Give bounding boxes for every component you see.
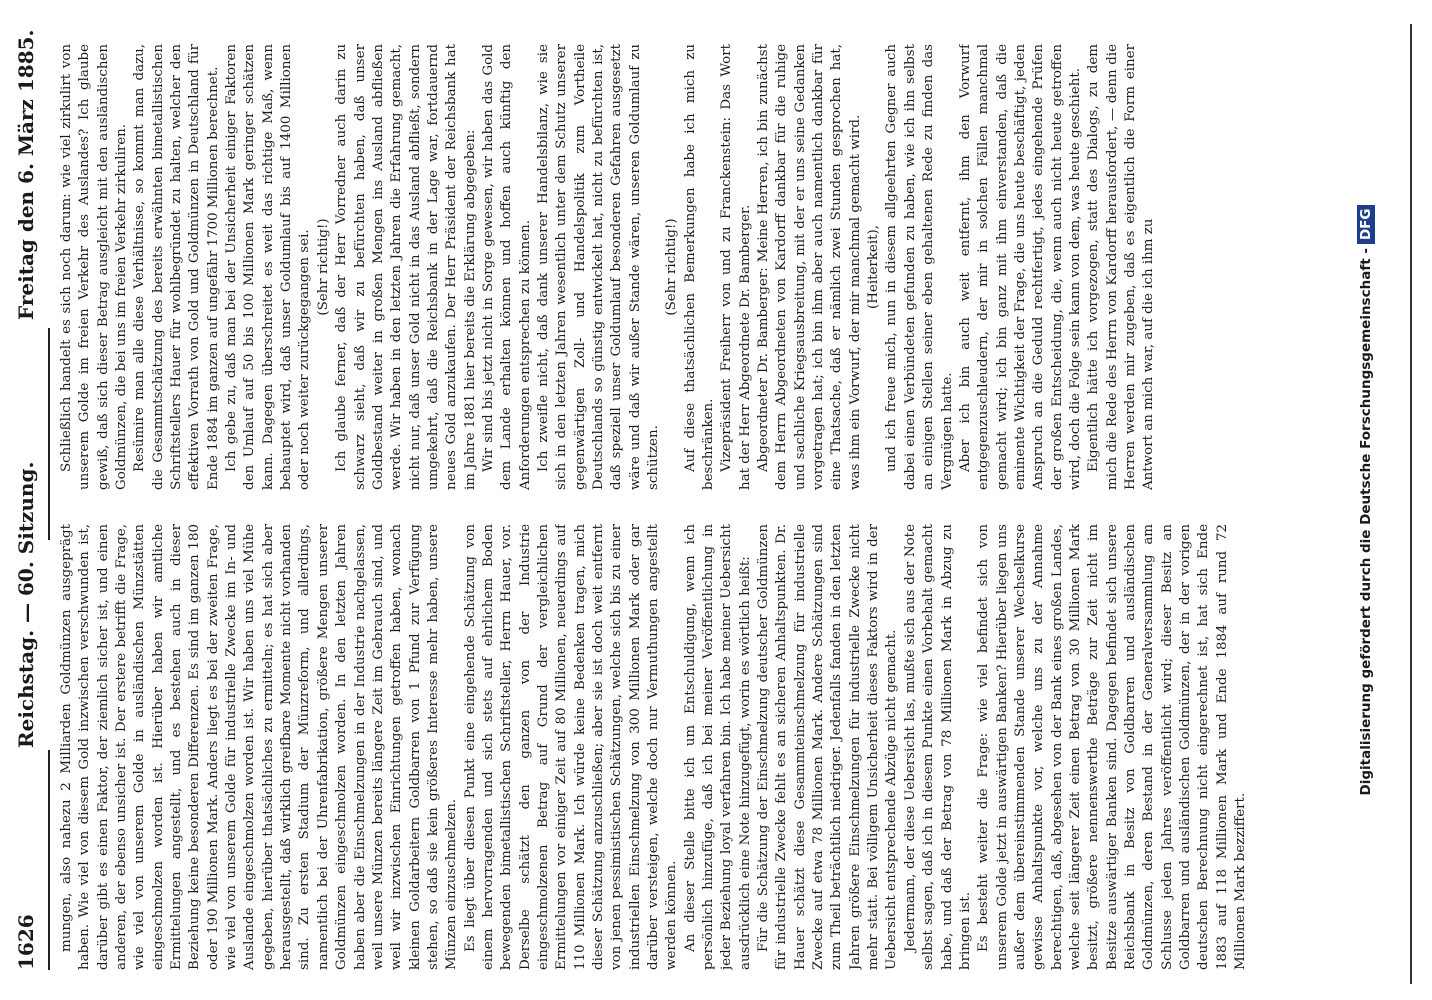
page-number: 1626 [14,914,38,970]
left-text-column [58,524,1348,970]
header-rule-middle [48,328,50,540]
right-running-title: Freitag den 6. März 1885. [14,29,38,320]
right-column-paragraph: Resümire man alle diese Verhältnisse, so kommt man dazu, die Gesammtschätzung des bereits erwähnten bimetallistischen Schriftstellers Hauer für wohlbegründet zu halten, welcher den effektiven Vorrath von Gold und Goldmünzen in Deutschland für Ende 1884 im ganzen auf ungefähr 1700 Millionen berechnet. [132,44,221,490]
right-column-paragraph: Eigentlich hätte ich vorgezogen, statt des Dialogs, zu dem mich die Rede des Herrn von Kardorff herausfordert, — denn die Herren werden mir zugeben, daß es eigentlich die Form einer Antwort an mich war, auf die ich ihm zu [1086,44,1157,490]
right-column-paragraph: (Sehr richtig!) [315,218,331,316]
page-header [14,0,50,1000]
left-column-paragraph: Jedermann, der diese Uebersicht las, mußte sich aus der Note selbst sagen, daß ich in diesem Punkte einen Vorbehalt gemacht habe, und daß der Betrag von 78 Millionen Mark in Abzug zu bringen ist. [902,524,973,970]
dfg-logo: DFG [1357,205,1375,245]
right-column-paragraph: Ich zweifle nicht, daß dank unserer Handelsbilanz, wie sie sich in den letzten Jahren wesentlich unter dem Schutz unserer gegenwärtigen Zoll- und Handelspolitik zum Vortheile Deutschlands so günstig entwickelt hat, nicht zu befürchten ist, daß speziell unser Goldumlauf besonderen Gefahren ausgesetzt wäre und daß wir außer Stande wären, unseren Goldumlauf zu schützen. [535,44,661,490]
left-column-paragraph: An dieser Stelle bitte ich um Entschuldigung, wenn ich persönlich hinzufüge, daß ich bei meiner Veröffentlichung in jeder Beziehung loyal verfahren bin. Ich habe meiner Uebersicht ausdrücklich eine Note hinzugefügt, worin es wörtlich heißt: [682,524,753,970]
right-column-paragraph: und ich freue mich, nun in diesem allgeehrten Gegner auch dabei einen Verbündeten gefunden zu haben, wie ich ihn selbst an einigen Stellen seiner eben gehaltenen Rede zu finden das Vergnügen hatte. [884,44,955,490]
right-column-paragraph: (Sehr richtig!) [664,218,680,316]
right-column-paragraph: (Heiterkeit), [866,225,882,309]
header-rule-left [48,750,50,970]
left-column-paragraph: Es liegt über diesen Punkt eine eingehende Schätzung von einem hervorragenden und sich stets auf ehrlichem Boden bewegenden bimetallistischen Schriftsteller, Herrn Hauer, vor. Derselbe schätzt den ganzen von der Industrie eingeschmolzenen Betrag auf Grund der vergleichlichen Ermittelungen vor einiger Zeit auf 80 Millionen, neuerdings auf 110 Millionen Mark. Ich würde keine Bedenken tragen, mich dieser Schätzung anzuschließen; aber sie ist doch weit entfernt von jenen pessimistischen Schätzungen, welche sich bis zu einer industriellen Einschmelzung von 300 Millionen Mark oder gar darüber versteigen, welche doch nur Vermuthungen angestellt werden können. [462,524,680,970]
right-column-paragraph: Schließlich handelt es sich noch darum: wie viel zirkulirt von unserem Golde im freien Verkehr des Auslandes? Ich glaube gewiß, daß sich dieser Betrag ausgleicht mit den ausländischen Goldmünzen, die bei uns im freien Verkehr zirkuliren. [59,44,130,490]
left-column-paragraph: Für die Schätzung der Einschmelzung deutscher Goldmünzen für industrielle Zwecke fehlt es an sicheren Anhaltspunkten. Dr. Hauer schätzt diese Gesammteinschmelzung für industrielle Zwecke auf etwa 78 Millionen Mark. Andere Schätzungen sind zum Theil beträchtlich niedriger. Jedenfalls fanden in den letzten Jahren größere Einschmelzungen für industrielle Zwecke nicht mehr statt. Bei völligem Unsicherheit dieses Faktors wird in der Uebersicht entsprechende Abzüge nicht gemacht. [756,524,900,970]
page-edge-rule [1410,24,1412,984]
watermark-text: Digitalisierung gefördert durch die Deutsche Forschungsgemeinschaft - [1358,248,1374,796]
right-column-paragraph: Ich gebe zu, daß man bei der Unsicherheit einiger Faktoren den Umlauf auf 50 bis 100 Millionen Mark geringer schätzen kann. Dagegen überschreitet es weit das richtige Maß, wenn behauptet wird, daß unser Goldumlauf bis auf 1400 Millionen oder noch weiter zurückgegangen sei. [224,44,313,490]
right-text-column [58,44,1348,490]
right-column-paragraph: Auf diese thatsächlichen Bemerkungen habe ich mich zu beschränken. [682,44,717,490]
right-column-paragraph: Vizepräsident Freiherr von und zu Franckenstein: Das Wort hat der Herr Abgeordnete Dr. Bamberger. [719,44,753,490]
left-running-title: Reichstag. — 60. Sitzung. [14,461,38,748]
right-column-paragraph: Wir sind bis jetzt nicht in Sorge gewesen, wir haben das Gold dem Lande erhalten können und hoffen auch künftig den Anforderungen entsprechen zu können. [480,44,533,490]
right-column-paragraph: Abgeordneter Dr. Bamberger: Meine Herren, ich bin zunächst dem Herrn Abgeordneten von Kardorff dankbar für die ruhige und sachliche Kriegsausbreitung, mit der er uns seine Gedanken vorgetragen hat; ich bin ihm aber auch namentlich dankbar für eine Thatsache, daß er nämlich zwei Stunden gesprochen hat, was ihm ein Vorwurf, der mir manchmal gemacht wird. [756,44,863,490]
right-column-paragraph: Aber ich bin auch weit entfernt, ihm den Vorwurf entgegenzuschleudern, der mir in solchen Fällen manchmal gemacht wird; ich bin ganz mit ihm einverstanden, daß die eminente Wichtigkeit der Frage, die uns heute beschäftigt, jeden Anspruch an die Geduld rechtfertigt, jedes eingehende Prüfen der großen Entscheidung, die, wenn auch nicht heute getroffen wird, doch die Folge sein kann von dem, was heute geschieht. [957,44,1083,490]
dfg-watermark [1355,2,1377,998]
right-column-paragraph: Ich glaube ferner, daß der Herr Vorredner auch darin zu schwarz sieht, daß wir zu befürchten haben, daß unser Goldbestand weiter in großen Mengen ins Ausland abfließen werde. Wir haben in den letzten Jahren die Erfahrung gemacht, nicht nur, daß unser Gold nicht in das Ausland abfließt, sondern umgekehrt, daß die Reichsbank in der Lage war, fortdauernd neues Gold anzukaufen. Der Herr Präsident der Reichsbank hat im Jahre 1881 hier bereits die Erklärung abgegeben: [334,44,478,490]
left-column-paragraph: mungen, also nahezu 2 Milliarden Goldmünzen ausgeprägt haben. Wie viel von diesem Gold inzwischen verschwunden ist, darüber gibt es einen Faktor, der ziemlich sicher ist, und einen anderen, der ebenso unsicher ist. Der erstere betrifft die Frage, wie viel von unserem Golde in ausländischen Münzstätten eingeschmolzen worden ist. Hierüber haben wir amtliche Ermittelungen angestellt, und es bestehen auch in dieser Beziehung keine besonderen Differenzen. Es sind im ganzen 180 oder 190 Millionen Mark. Anders liegt es bei der zweiten Frage, wie viel von unserem Golde für industrielle Zwecke im In- und Auslande eingeschmolzen worden ist. Wir haben uns viel Mühe gegeben, hierüber thatsächliches zu ermitteln; es hat sich aber herausgestellt, daß wirklich greifbare Momente nicht vorhanden sind. Zu ersten Stadium der Münzreform, und allerdings, namentlich bei der Uhrenfabrikation, größere Mengen unserer Goldmünzen eingeschmolzen worden. In den letzten Jahren haben aber die Einschmelzungen in der Industrie nachgelassen, weil unsere Münzen bereits längere Zeit im Gebrauch sind, und weil wir inzwischen Einrichtungen getroffen haben, wonach kleinen Goldarbeitern Goldbarren von 1 Pfund zur Verfügung stehen, so daß sie kein größeres Interesse mehr haben, unsere Münzen einzuschmelzen. [59,524,460,970]
left-column-paragraph: Es besteht weiter die Frage: wie viel befindet sich von unserem Golde jetzt in auswärtigen Banken? Hierüber liegen uns außer dem übereinstimmenden Stande unserer Wechselkurse gewisse Anhaltspunkte vor, welche uns zu der Annahme berechtigen, daß, abgesehen von der Bank eines großen Landes, welche seit längerer Zeit einen Betrag von 30 Millionen Mark besitzt, größere nennenswerthe Beträge zur Zeit nicht im Besitze auswärtiger Banken sind. Dagegen befindet sich unsere Reichsbank in Besitz von Goldbarren und ausländischen Goldmünzen, deren Bestand in der Generalversammlung am Schlusse jeden Jahres veröffentlicht wird; dieser Besitz an Goldbarren und ausländischen Goldmünzen, der in der vorigen deutschen Berechnung nicht eingerechnet ist, hat sich Ende 1883 auf 118 Millionen Mark und Ende 1884 auf rund 72 Millionen Mark bezziffert. [976,524,1248,970]
